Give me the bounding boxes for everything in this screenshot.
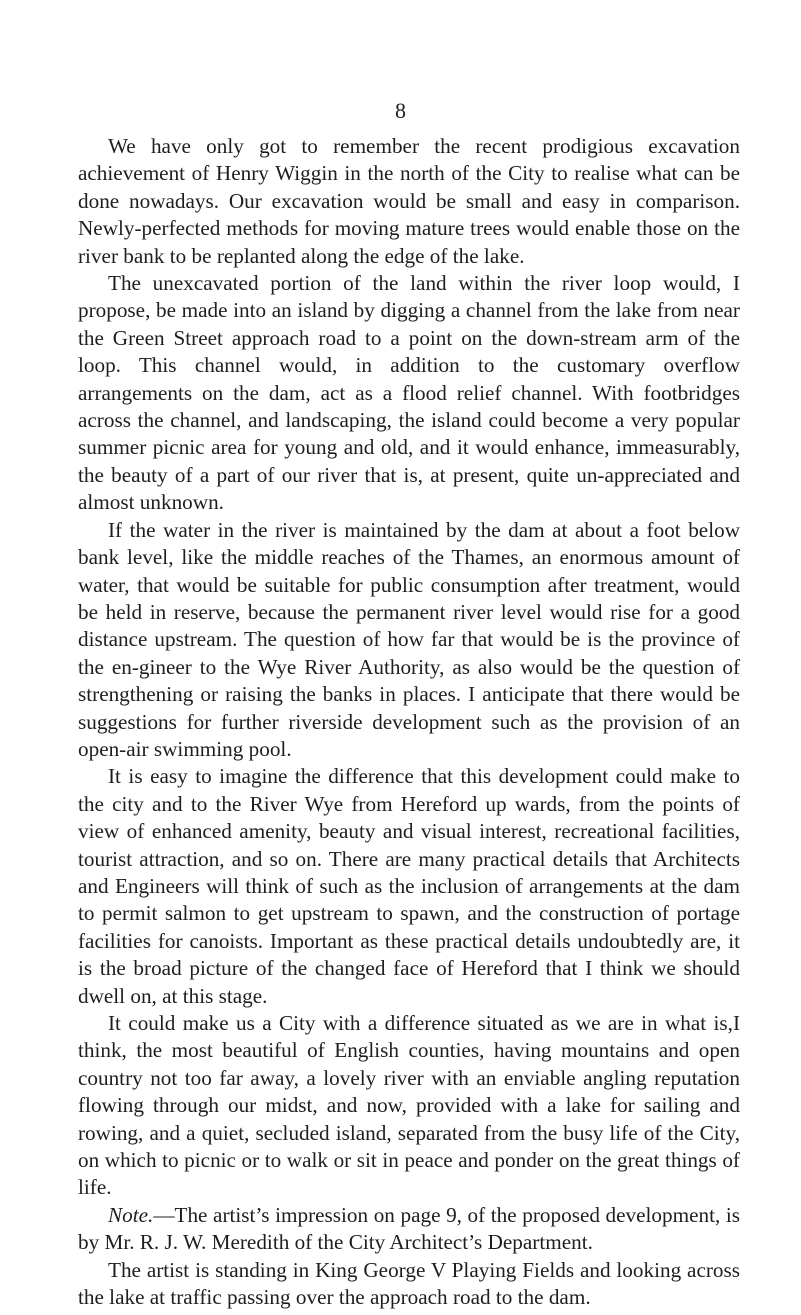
paragraph-city: It could make us a City with a difference situated as we are in what is,I think, the most beautiful of English counties, having mountains and open country not too far away, a lovely river with an enviable angling reputation flowing through our midst, and now, provided with a lake for sailing and rowing, and a quiet, secluded island, separated from the busy life of the City, on which to picnic or to walk or sit in peace and ponder on the great things of life. <box>78 1011 740 1200</box>
body-text <box>78 133 740 1311</box>
page-number: 8 <box>395 98 406 123</box>
note-label: Note. <box>108 1202 154 1227</box>
paragraph-excavation: We have only got to remember the recent prodigious excavation achievement of Henry Wiggin in the north of the City to realise what can be done nowadays. Our excavation would be small and easy in comparison. Newly-perfected methods for moving mature trees would enable those on the river bank to be replanted along the edge of the lake. <box>78 134 740 268</box>
paragraph-water-level: If the water in the river is maintained by the dam at about a foot below bank level, like the middle reaches of the Thames, an enormous amount of water, that would be suitable for public consumption after treatment, would be held in reserve, because the permanent river level would rise for a good distance upstream. The question of how far that would be is the province of the en-gineer to the Wye River Authority, as also would be the question of strengthening or raising the banks in places. I anticipate that there would be suggestions for further riverside development such as the provision of an open-air swimming pool. <box>78 517 740 761</box>
note-text: —The artist’s impression on page 9, of the proposed development, is by Mr. R. J. W. Meredith of the City Architect’s Department. <box>78 1202 740 1255</box>
paragraph-artist: The artist is standing in King George V Playing Fields and looking across the lake at traffic passing over the approach road to the dam. <box>78 1257 740 1310</box>
note-paragraph <box>78 1202 740 1257</box>
paragraph-difference: It is easy to imagine the difference that this development could make to the city and to the River Wye from Hereford up wards, from the points of view of enhanced amenity, beauty and visual interest, recreational facilities, tourist attraction, and so on. There are many practical details that Architects and Engineers will think of such as the inclusion of arrangements at the dam to permit salmon to get upstream to spawn, and the construction of portage facilities for canoists. Important as these practical details undoubtedly are, it is the broad picture of the changed face of Hereford that I think we should dwell on, at this stage. <box>78 764 740 1008</box>
paragraph-island: The unexcavated portion of the land within the river loop would, I propose, be made into an island by digging a channel from the lake from near the Green Street approach road to a point on the down-stream arm of the loop. This channel would, in addition to the customary overflow arrangements on the dam, act as a flood relief channel. With footbridges across the channel, and landscaping, the island could become a very popular summer picnic area for young and old, and it would enhance, immeasurably, the beauty of a part of our river that is, at present, quite un-appreciated and almost unknown. <box>78 271 740 515</box>
